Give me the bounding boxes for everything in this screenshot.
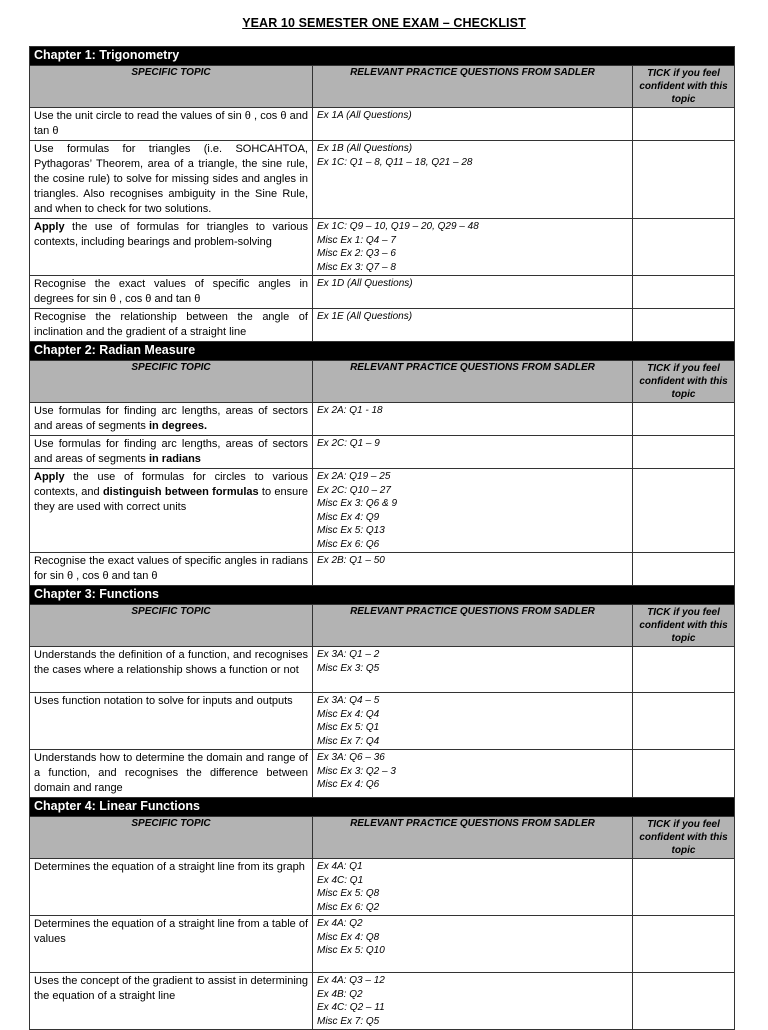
chapter-heading-row [30, 586, 735, 605]
practice-questions-cell [313, 750, 633, 798]
topic-row [30, 219, 735, 276]
tick-checkbox-cell[interactable] [633, 219, 735, 276]
topic-row [30, 859, 735, 916]
topic-row [30, 647, 735, 693]
practice-questions-header: RELEVANT PRACTICE QUESTIONS FROM SADLER [313, 361, 633, 403]
topic-text: Uses function notation to solve for inputs and outputs [34, 695, 293, 707]
tick-checkbox-cell[interactable] [633, 859, 735, 916]
practice-questions-cell [313, 647, 633, 693]
topic-text: Recognise the exact values of specific angles in degrees for sin θ , cos θ and tan θ [34, 278, 308, 305]
practice-questions-cell [313, 469, 633, 553]
practice-question-line: Misc Ex 4: Q4 [317, 708, 380, 720]
tick-checkbox-cell[interactable] [633, 973, 735, 1030]
specific-topic-cell [30, 108, 313, 141]
practice-question-line: Ex 2A: Q1 - 18 [317, 405, 383, 416]
topic-text: Understands how to determine the domain and range of a function, and recognises the difference between domain and range [34, 752, 308, 794]
practice-questions-cell [313, 916, 633, 973]
practice-question-line: Misc Ex 5: Q1 [317, 722, 380, 733]
topic-text: Use formulas for finding arc lengths, areas of sectors and areas of segments [34, 405, 308, 432]
practice-question-line: Misc Ex 5: Q8 [317, 888, 380, 899]
practice-question-line: Misc Ex 3: Q7 – 8 [317, 261, 396, 273]
topic-text-emphasis: in degrees. [148, 420, 208, 432]
topic-text: to ensure they are used with correct units [34, 486, 308, 513]
practice-question-line: Misc Ex 7: Q5 [317, 1015, 380, 1027]
practice-question-line: Ex 4A: Q1 [317, 861, 363, 872]
practice-question-line: Ex 1E (All Questions) [317, 311, 413, 322]
topic-text: Recognise the exact values of specific angles in radians for sin θ , cos θ and tan θ [34, 555, 308, 582]
column-header-row [30, 817, 735, 859]
topic-text: the use of formulas for circles to various contexts, and [34, 471, 308, 498]
practice-questions-header: RELEVANT PRACTICE QUESTIONS FROM SADLER [313, 817, 633, 859]
column-header-row [30, 66, 735, 108]
specific-topic-header: SPECIFIC TOPIC [30, 817, 313, 859]
specific-topic-cell [30, 647, 313, 693]
topic-row [30, 403, 735, 436]
tick-checkbox-cell[interactable] [633, 750, 735, 798]
specific-topic-cell [30, 553, 313, 586]
practice-questions-cell [313, 108, 633, 141]
practice-question-line: Ex 2C: Q1 – 9 [317, 438, 380, 449]
topic-row [30, 973, 735, 1030]
tick-checkbox-cell[interactable] [633, 436, 735, 469]
topic-row [30, 309, 735, 342]
specific-topic-cell [30, 469, 313, 553]
practice-questions-cell [313, 141, 633, 219]
specific-topic-cell [30, 141, 313, 219]
tick-checkbox-cell[interactable] [633, 108, 735, 141]
document-title: YEAR 10 SEMESTER ONE EXAM – CHECKLIST [242, 16, 526, 30]
topic-row [30, 916, 735, 973]
exam-checklist-table [29, 46, 735, 1030]
practice-question-line: Ex 2A: Q19 – 25 [317, 471, 391, 482]
specific-topic-cell [30, 219, 313, 276]
tick-checkbox-cell[interactable] [633, 403, 735, 436]
practice-question-line: Ex 1C: Q9 – 10, Q19 – 20, Q29 – 48 [317, 221, 479, 232]
specific-topic-cell [30, 693, 313, 750]
practice-question-line: Misc Ex 3: Q6 & 9 [317, 498, 398, 509]
practice-questions-cell [313, 276, 633, 309]
practice-questions-cell [313, 859, 633, 916]
tick-confident-header: TICK if you feel confident with this topic [633, 66, 735, 108]
practice-question-line: Ex 1A (All Questions) [317, 110, 412, 121]
practice-question-line: Misc Ex 4: Q9 [317, 511, 380, 523]
specific-topic-cell [30, 750, 313, 798]
practice-questions-cell [313, 403, 633, 436]
topic-row [30, 693, 735, 750]
practice-question-line: Ex 4A: Q2 [317, 918, 363, 929]
practice-question-line: Misc Ex 5: Q10 [317, 945, 385, 956]
practice-question-line: Misc Ex 6: Q6 [317, 538, 380, 550]
specific-topic-cell [30, 436, 313, 469]
practice-questions-header: RELEVANT PRACTICE QUESTIONS FROM SADLER [313, 66, 633, 108]
topic-text-emphasis: Apply [34, 471, 65, 483]
tick-checkbox-cell[interactable] [633, 693, 735, 750]
topic-text: Use formulas for triangles (i.e. SOHCAHTOA, Pythagoras’ Theorem, area of a triangle, the sine rule, the cosine rule) to solve for missing sides and angles in triangles. Also recognises ambiguity in the Sine Rule, and when to check for two solutions. [34, 143, 308, 215]
practice-question-line: Ex 1D (All Questions) [317, 278, 413, 289]
chapter-heading-row [30, 47, 735, 66]
practice-questions-cell [313, 973, 633, 1030]
tick-checkbox-cell[interactable] [633, 647, 735, 693]
chapter-heading-row [30, 342, 735, 361]
practice-question-line: Misc Ex 3: Q5 [317, 662, 380, 674]
practice-question-line: Ex 3A: Q1 – 2 [317, 649, 380, 660]
practice-questions-cell [313, 219, 633, 276]
specific-topic-cell [30, 973, 313, 1030]
practice-questions-cell [313, 693, 633, 750]
practice-question-line: Ex 4A: Q3 – 12 [317, 975, 385, 986]
column-header-row [30, 605, 735, 647]
tick-checkbox-cell[interactable] [633, 276, 735, 309]
topic-row [30, 276, 735, 309]
practice-questions-cell [313, 436, 633, 469]
specific-topic-cell [30, 916, 313, 973]
specific-topic-header: SPECIFIC TOPIC [30, 66, 313, 108]
specific-topic-cell [30, 309, 313, 342]
practice-question-line: Ex 4B: Q2 [317, 988, 363, 1000]
practice-question-line: Ex 3A: Q6 – 36 [317, 752, 385, 763]
practice-questions-cell [313, 309, 633, 342]
column-header-row [30, 361, 735, 403]
practice-question-line: Misc Ex 3: Q2 – 3 [317, 765, 396, 777]
topic-text: Determines the equation of a straight line from its graph [34, 861, 305, 873]
tick-confident-header: TICK if you feel confident with this topic [633, 605, 735, 647]
practice-questions-cell [313, 553, 633, 586]
tick-checkbox-cell[interactable] [633, 553, 735, 586]
chapter-title: Chapter 4: Linear Functions [30, 798, 735, 817]
practice-question-line: Ex 4C: Q2 – 11 [317, 1002, 385, 1013]
topic-text: Recognise the relationship between the angle of inclination and the gradient of a straight line [34, 311, 308, 338]
practice-question-line: Misc Ex 7: Q4 [317, 735, 380, 747]
tick-checkbox-cell[interactable] [633, 469, 735, 553]
practice-question-line: Misc Ex 5: Q13 [317, 525, 385, 536]
chapter-title: Chapter 2: Radian Measure [30, 342, 735, 361]
chapter-title: Chapter 1: Trigonometry [30, 47, 735, 66]
topic-row [30, 436, 735, 469]
practice-question-line: Misc Ex 6: Q2 [317, 901, 380, 913]
topic-row [30, 469, 735, 553]
specific-topic-cell [30, 276, 313, 309]
tick-confident-header: TICK if you feel confident with this topic [633, 817, 735, 859]
practice-question-line: Ex 4C: Q1 [317, 874, 364, 886]
topic-text-emphasis: distinguish between formulas [102, 486, 259, 498]
practice-question-line: Ex 3A: Q4 – 5 [317, 695, 380, 706]
practice-questions-header: RELEVANT PRACTICE QUESTIONS FROM SADLER [313, 605, 633, 647]
practice-question-line: Ex 2B: Q1 – 50 [317, 555, 385, 566]
topic-text: the use of formulas for triangles to various contexts, including bearings and problem-solving [34, 221, 308, 248]
topic-text: Understands the definition of a function, and recognises the cases where a relationship shows a function or not [34, 649, 308, 676]
practice-question-line: Misc Ex 4: Q6 [317, 779, 380, 790]
practice-question-line: Misc Ex 4: Q8 [317, 931, 380, 943]
tick-confident-header: TICK if you feel confident with this topic [633, 361, 735, 403]
tick-checkbox-cell[interactable] [633, 916, 735, 973]
topic-text: Uses the concept of the gradient to assist in determining the equation of a straight line [34, 975, 308, 1002]
topic-text-emphasis: in radians [148, 453, 201, 465]
practice-question-line: Ex 1C: Q1 – 8, Q11 – 18, Q21 – 28 [317, 156, 473, 168]
chapter-title: Chapter 3: Functions [30, 586, 735, 605]
specific-topic-header: SPECIFIC TOPIC [30, 361, 313, 403]
tick-checkbox-cell[interactable] [633, 141, 735, 219]
specific-topic-cell [30, 403, 313, 436]
chapter-heading-row [30, 798, 735, 817]
specific-topic-cell [30, 859, 313, 916]
topic-row [30, 553, 735, 586]
topic-row [30, 750, 735, 798]
specific-topic-header: SPECIFIC TOPIC [30, 605, 313, 647]
topic-text: Use the unit circle to read the values of sin θ , cos θ and tan θ [34, 110, 308, 137]
topic-text: Use formulas for finding arc lengths, areas of sectors and areas of segments [34, 438, 308, 465]
tick-checkbox-cell[interactable] [633, 309, 735, 342]
topic-text-emphasis: Apply [34, 221, 65, 233]
practice-question-line: Misc Ex 1: Q4 – 7 [317, 234, 396, 246]
topic-row [30, 108, 735, 141]
topic-text: Determines the equation of a straight line from a table of values [34, 918, 308, 945]
practice-question-line: Ex 2C: Q10 – 27 [317, 484, 391, 496]
practice-question-line: Misc Ex 2: Q3 – 6 [317, 248, 396, 259]
topic-row [30, 141, 735, 219]
practice-question-line: Ex 1B (All Questions) [317, 143, 413, 154]
